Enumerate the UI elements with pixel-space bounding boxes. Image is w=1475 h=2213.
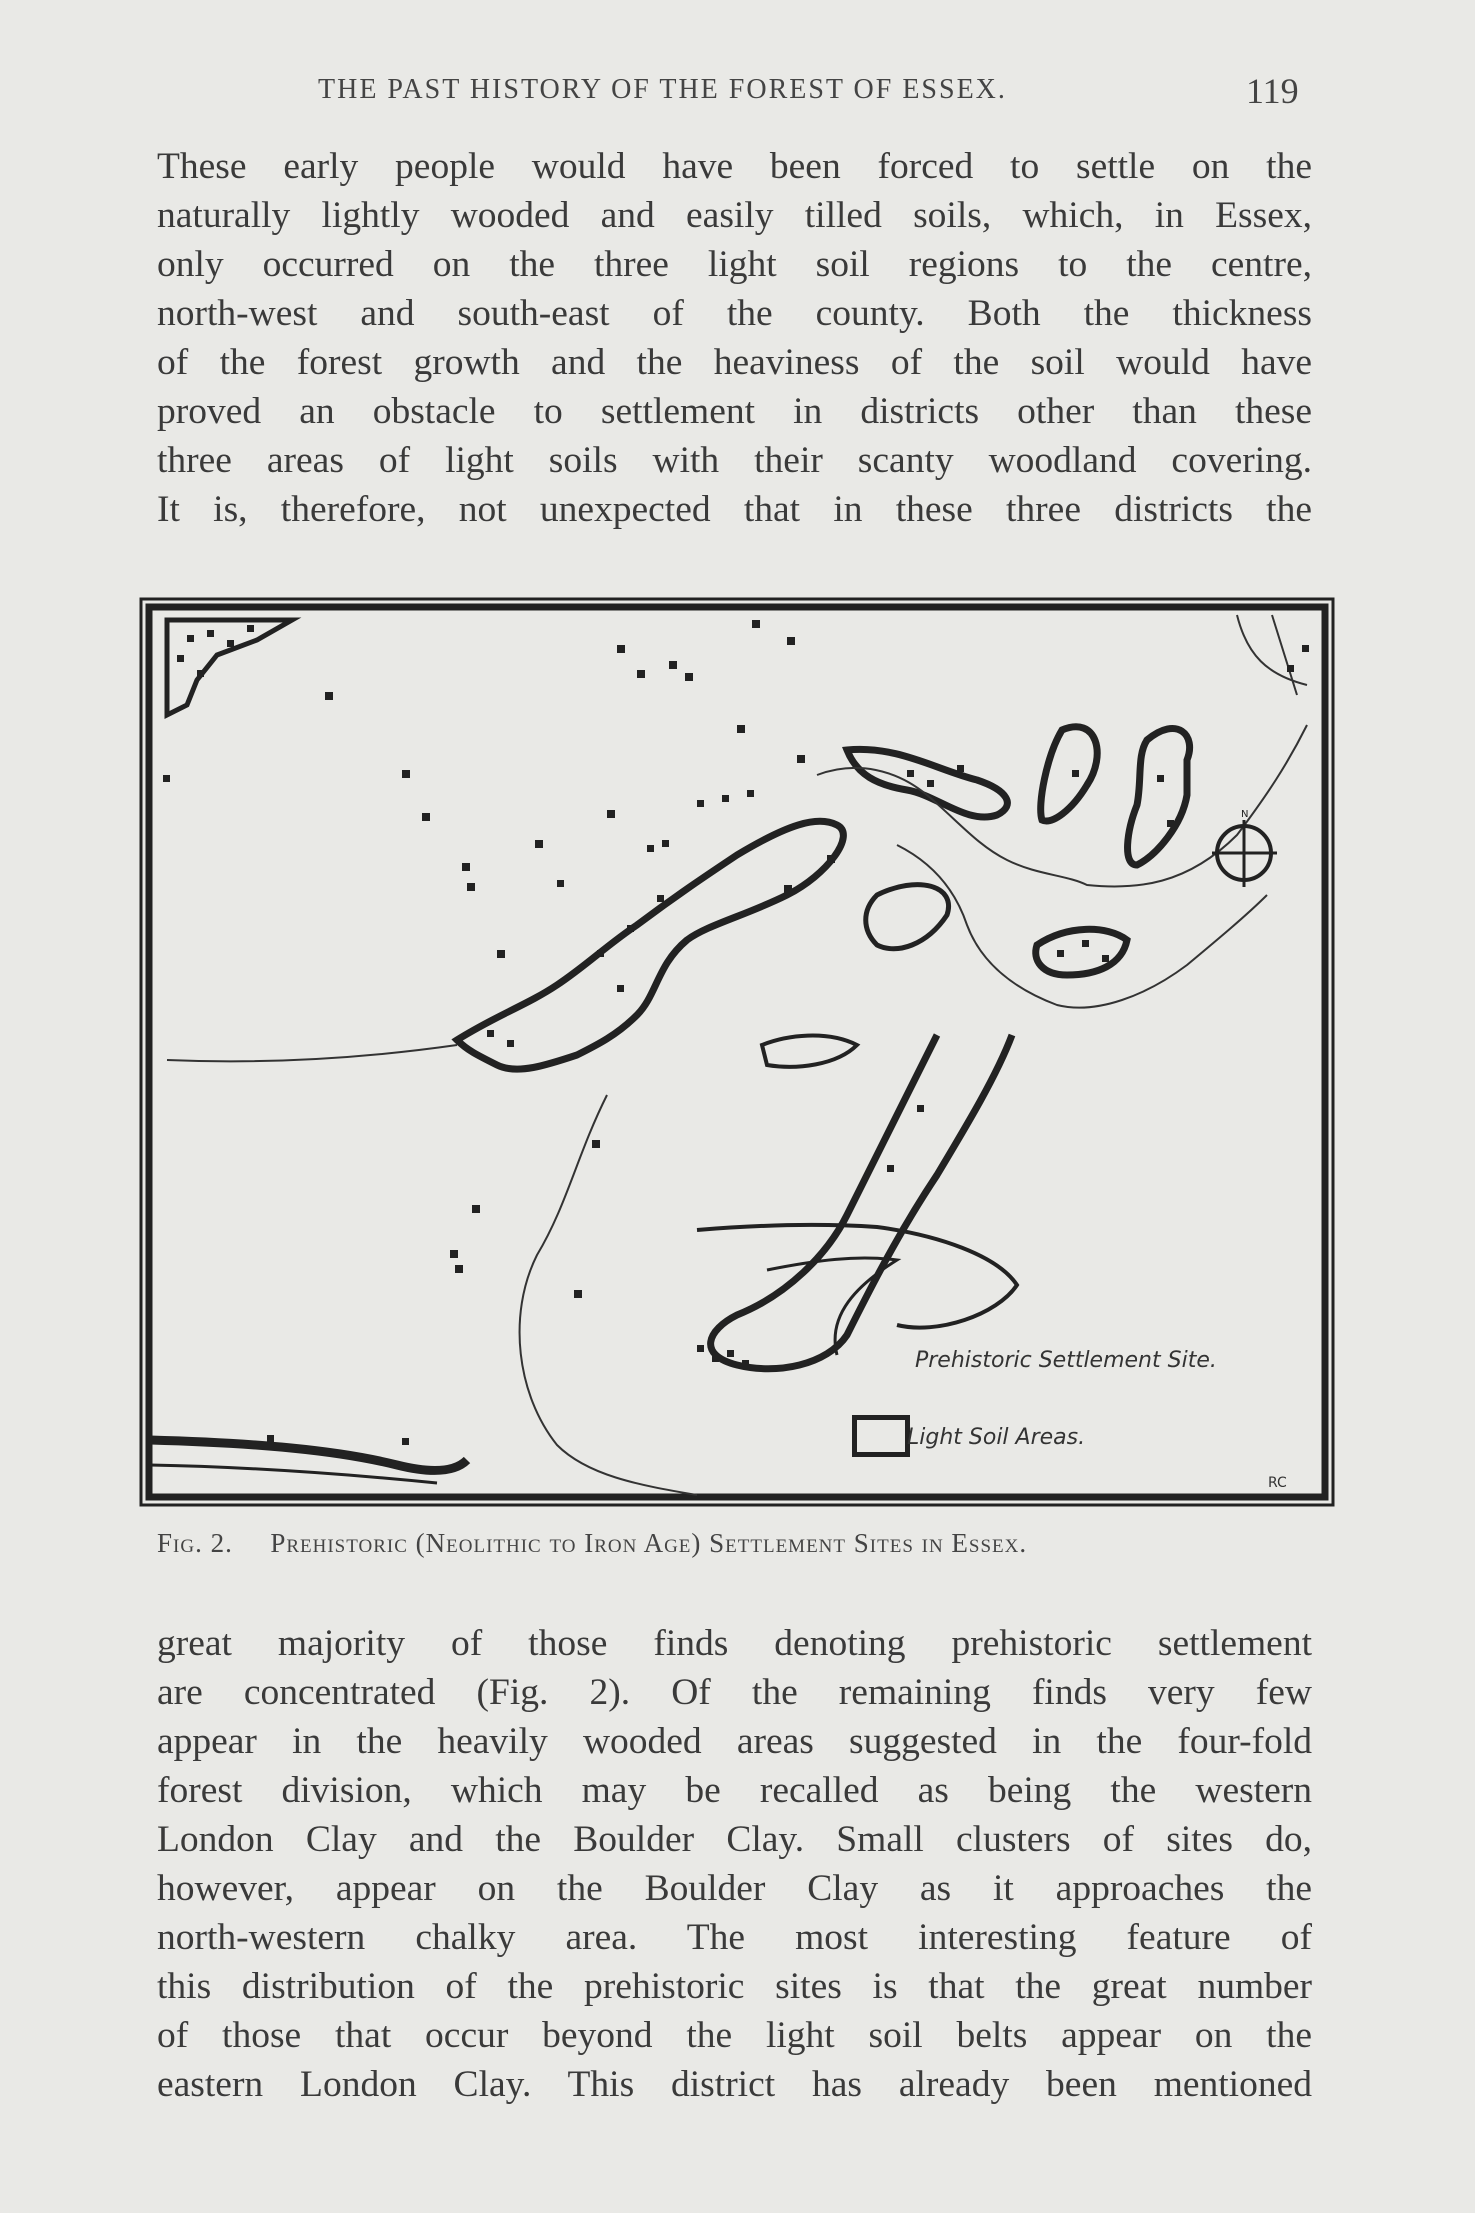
map-figure	[137, 595, 1337, 1515]
running-title: THE PAST HISTORY OF THE FOREST OF ESSEX.	[318, 74, 1007, 105]
text-line: naturally lightly wooded and easily tilled soils, which, in Essex,	[157, 195, 1312, 236]
text-line: These early people would have been forced to settle on the	[157, 146, 1312, 187]
text-line: only occurred on the three light soil regions to the centre,	[157, 244, 1312, 285]
text-line: London Clay and the Boulder Clay. Small clusters of sites do,	[157, 1819, 1312, 1860]
text-line: eastern London Clay. This district has already been mentioned	[157, 2064, 1312, 2105]
caption-label: Fig. 2.	[157, 1528, 233, 1558]
text-line: great majority of those finds denoting prehistoric settlement	[157, 1623, 1312, 1664]
legend-light-soil-swatch	[852, 1415, 910, 1457]
essex-settlement-map	[137, 595, 1337, 1515]
svg-text:N: N	[1241, 809, 1249, 820]
text-line: three areas of light soils with their scanty woodland covering.	[157, 440, 1312, 481]
text-line: proved an obstacle to settlement in districts other than these	[157, 391, 1312, 432]
text-line: however, appear on the Boulder Clay as it approaches the	[157, 1868, 1312, 1909]
text-line: north-west and south-east of the county. Both the thickness	[157, 293, 1312, 334]
text-line: are concentrated (Fig. 2). Of the remaining finds very few	[157, 1672, 1312, 1713]
page-number: 119	[1246, 71, 1299, 111]
text-line: of the forest growth and the heaviness of the soil would have	[157, 342, 1312, 383]
legend-light-soil: Light Soil Areas.	[907, 1425, 1086, 1450]
running-header	[0, 70, 1475, 120]
paragraph-bottom	[157, 1619, 1312, 2109]
text-line: It is, therefore, not unexpected that in these three districts the	[157, 489, 1312, 530]
text-line: of those that occur beyond the light soil belts appear on the	[157, 2015, 1312, 2056]
caption-text: Prehistoric (Neolithic to Iron Age) Settlement Sites in Essex.	[270, 1528, 1028, 1558]
legend-prehistoric-site: Prehistoric Settlement Site.	[915, 1348, 1217, 1373]
text-line: this distribution of the prehistoric sites is that the great number	[157, 1966, 1312, 2007]
text-line: forest division, which may be recalled as being the western	[157, 1770, 1312, 1811]
text-line: north-western chalky area. The most interesting feature of	[157, 1917, 1312, 1958]
artist-initials: RC	[1268, 1475, 1287, 1491]
text-line: appear in the heavily wooded areas suggested in the four-fold	[157, 1721, 1312, 1762]
paragraph-top	[157, 142, 1312, 534]
figure-caption	[157, 1528, 1327, 1559]
